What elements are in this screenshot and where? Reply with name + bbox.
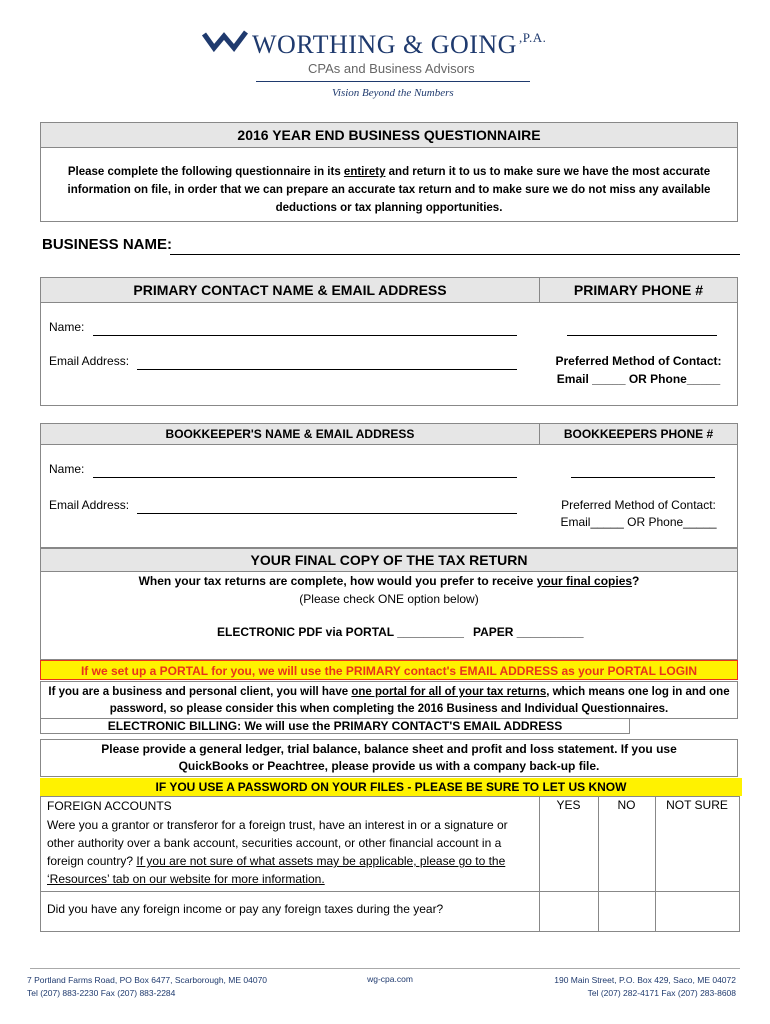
business-name-field[interactable] [170, 238, 740, 255]
primary-pref-phone[interactable]: Phone_____ [650, 372, 721, 386]
header-not-sure: NOT SURE [666, 798, 728, 812]
primary-pref-label: Preferred Method of Contact: [555, 354, 722, 368]
footer-website[interactable]: wg-cpa.com [367, 974, 413, 984]
final-copy-instruction: (Please check ONE option below) [299, 592, 479, 606]
footer-left [27, 974, 267, 1000]
portal-text: If you are a business and personal client, you will have one portal for all of your tax returns, which means one log in and one password, so please consider this when completing the 2016 Business and Individual Questionnaires. [48, 686, 730, 715]
portal-text-box [40, 681, 738, 719]
page-title: 2016 YEAR END BUSINESS QUESTIONNAIRE [41, 123, 737, 148]
tagline: Vision Beyond the Numbers [332, 87, 454, 99]
bookkeeper-pref-label: Preferred Method of Contact: [561, 498, 716, 512]
primary-header-right: PRIMARY PHONE # [540, 278, 737, 303]
option-electronic-pdf[interactable]: ELECTRONIC PDF via PORTAL __________ [217, 625, 464, 639]
q2-not-sure-cell[interactable] [656, 892, 738, 930]
header-yes: YES [556, 798, 581, 812]
q1-not-sure-cell[interactable] [656, 817, 738, 890]
billing-notice: ELECTRONIC BILLING: We will use the PRIMARY CONTACT'S EMAIL ADDRESS [40, 718, 630, 734]
footer-left-phone: Tel (207) 883-2230 Fax (207) 883-2284 [27, 988, 176, 998]
primary-header-left: PRIMARY CONTACT NAME & EMAIL ADDRESS [41, 278, 540, 303]
primary-name-field[interactable] [93, 321, 517, 336]
logo-mark-icon [202, 30, 248, 54]
header-no: NO [617, 798, 636, 812]
final-copy-header: YOUR FINAL COPY OF THE TAX RETURN [41, 549, 737, 572]
bookkeeper-email-label: Email Address: [49, 498, 130, 512]
bookkeeper-pref-email[interactable]: Email_____ [560, 515, 624, 529]
q2-no-cell[interactable] [599, 892, 654, 930]
q1-no-cell[interactable] [599, 817, 654, 890]
primary-name-label: Name: [49, 320, 85, 334]
footer-right-phone: Tel (207) 282-4171 Fax (207) 283-8608 [587, 988, 736, 998]
ledger-box [40, 739, 738, 777]
ledger-text: Please provide a general ledger, trial balance, balance sheet and profit and loss statement. If you use QuickBooks or Peachtree, please provide us with a company back-up file. [101, 742, 677, 773]
bookkeeper-pref-or: OR [623, 515, 649, 529]
primary-phone-field[interactable] [567, 321, 717, 336]
bookkeeper-header-left: BOOKKEEPER'S NAME & EMAIL ADDRESS [41, 424, 540, 445]
primary-pref-or: OR [625, 372, 651, 386]
footer-right-address: 190 Main Street, P.O. Box 429, Saco, ME 04072 [554, 975, 736, 985]
primary-contact-box [40, 277, 738, 406]
foreign-accounts-table [40, 796, 740, 932]
final-copy-box [40, 548, 738, 660]
bookkeeper-name-field[interactable] [93, 463, 517, 478]
q1-yes-cell[interactable] [540, 817, 597, 890]
foreign-question-2: Did you have any foreign income or pay any foreign taxes during the year? [47, 902, 444, 916]
logo [200, 24, 570, 102]
bookkeeper-pref-phone[interactable]: Phone_____ [648, 515, 717, 529]
logo-rule [256, 81, 530, 82]
q2-yes-cell[interactable] [540, 892, 597, 930]
portal-notice: If we set up a PORTAL for you, we will use the PRIMARY contact's EMAIL ADDRESS as your PORTAL LOGIN [40, 660, 738, 680]
firm-name: WORTHING & GOING $^{,P.A.}$ [252, 30, 547, 59]
intro-text: Please complete the following questionnaire in its entirety and return it to us to make sure we have the most accurate information on file, in order that we can prepare an accurate tax return and to make sure we do not miss any available deductions or tax planning opportunities. [67, 166, 711, 214]
bookkeeper-pref-options[interactable] [540, 515, 737, 529]
business-name-label: BUSINESS NAME: [42, 236, 173, 253]
primary-pref-email[interactable]: Email _____ [556, 372, 626, 386]
primary-pref-options[interactable] [540, 372, 737, 386]
title-box [40, 122, 738, 222]
bookkeeper-header-right: BOOKKEEPERS PHONE # [540, 424, 737, 445]
primary-email-label: Email Address: [49, 354, 130, 368]
option-paper[interactable]: PAPER __________ [473, 625, 584, 639]
firm-subtitle: CPAs and Business Advisors [308, 61, 475, 76]
primary-email-field[interactable] [137, 355, 517, 370]
password-notice: IF YOU USE A PASSWORD ON YOUR FILES - PLEASE BE SURE TO LET US KNOW [40, 778, 742, 796]
foreign-question-1: Were you a grantor or transferor for a foreign trust, have an interest in or a signature or other authority over a bank account, securities account, or other financial account in a foreign country? If you are not sure of what assets may be applicable, please go to the ‘Resources’ tab on our website for more information. [47, 818, 508, 886]
footer-left-address: 7 Portland Farms Road, PO Box 6477, Scarborough, ME 04070 [27, 975, 268, 985]
footer-rule [30, 968, 740, 969]
bookkeeper-email-field[interactable] [137, 499, 517, 514]
final-copy-question: When your tax returns are complete, how would you prefer to receive your final copies? [138, 574, 640, 588]
foreign-header: FOREIGN ACCOUNTS [47, 799, 172, 813]
bookkeeper-phone-field[interactable] [571, 463, 715, 478]
footer-right [480, 974, 736, 1000]
bookkeeper-box [40, 423, 738, 548]
bookkeeper-name-label: Name: [49, 462, 85, 476]
